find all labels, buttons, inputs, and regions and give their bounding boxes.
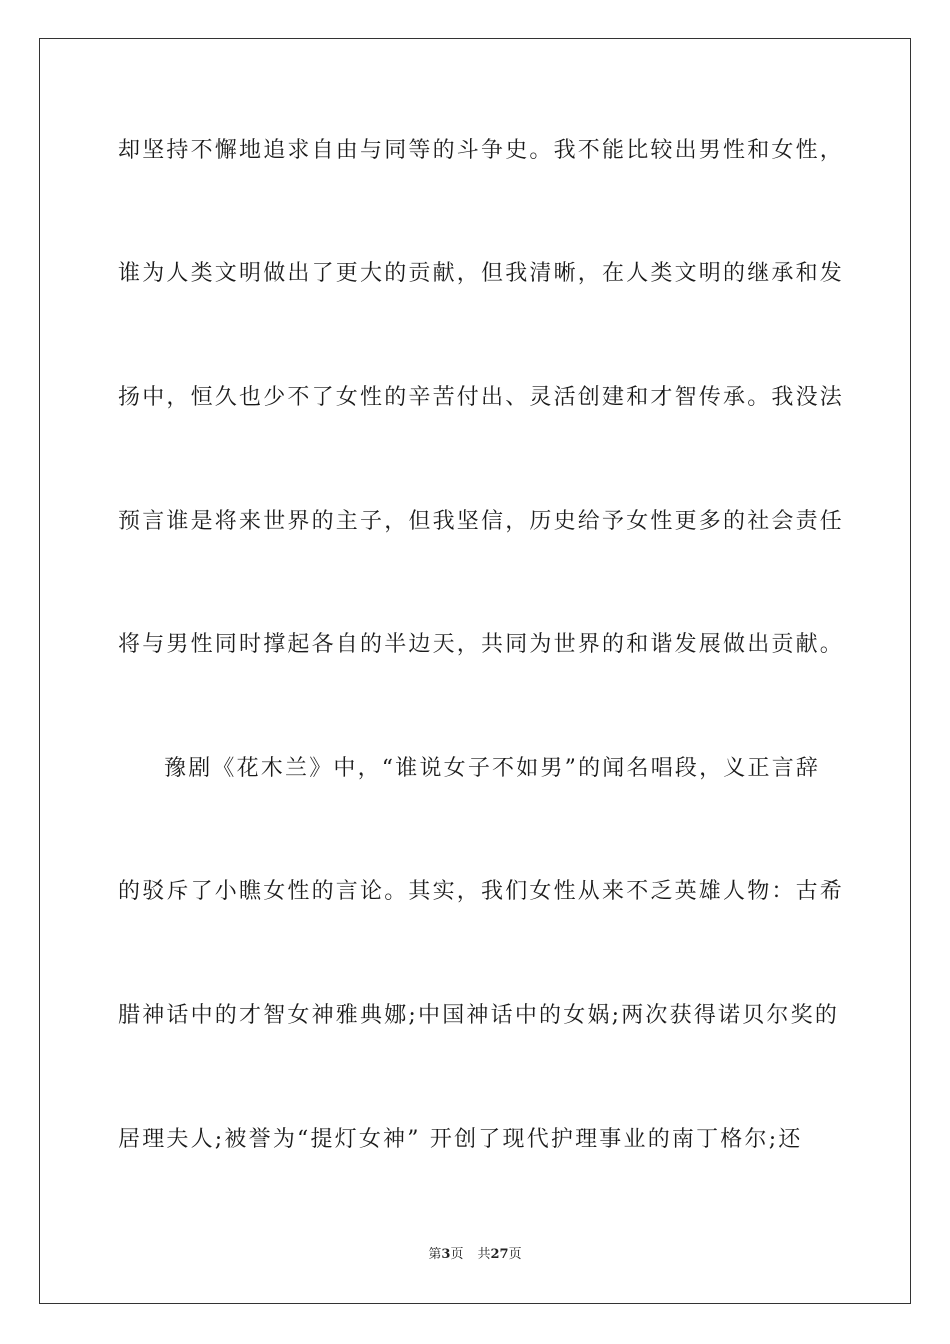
body-text-line: 居理夫人;被誉为“提灯女神” 开创了现代护理事业的南丁格尔;还 xyxy=(118,1127,803,1152)
page-footer xyxy=(0,1247,950,1263)
body-text-line: 预言谁是将来世界的主子，但我坚信，历史给予女性更多的社会责任 xyxy=(118,509,845,534)
paragraph-first-line: 豫剧《花木兰》中，“谁说女子不如男”的闻名唱段，义正言辞 xyxy=(164,756,821,781)
total-prefix: 共 xyxy=(477,1247,491,1262)
body-text-line: 扬中，恒久也少不了女性的辛苦付出、灵活创建和才智传承。我没法 xyxy=(118,385,845,410)
total-suffix: 页 xyxy=(508,1247,522,1262)
page-border xyxy=(39,38,911,1304)
body-text-line: 却坚持不懈地追求自由与同等的斗争史。我不能比较出男性和女性， xyxy=(118,138,845,163)
page-prefix: 第 xyxy=(428,1247,442,1262)
body-text-line: 将与男性同时撑起各自的半边天，共同为世界的和谐发展做出贡献。 xyxy=(118,632,845,657)
total-pages: 27 xyxy=(490,1247,509,1262)
page-suffix: 页 xyxy=(450,1247,464,1262)
body-text-line: 的驳斥了小瞧女性的言论。其实，我们女性从来不乏英雄人物：古希 xyxy=(118,879,845,904)
page-number: 3 xyxy=(441,1247,451,1262)
body-text-line: 腊神话中的才智女神雅典娜;中国神话中的女娲;两次获得诺贝尔奖的 xyxy=(118,1003,840,1028)
body-text-line: 谁为人类文明做出了更大的贡献，但我清晰，在人类文明的继承和发 xyxy=(118,261,845,286)
